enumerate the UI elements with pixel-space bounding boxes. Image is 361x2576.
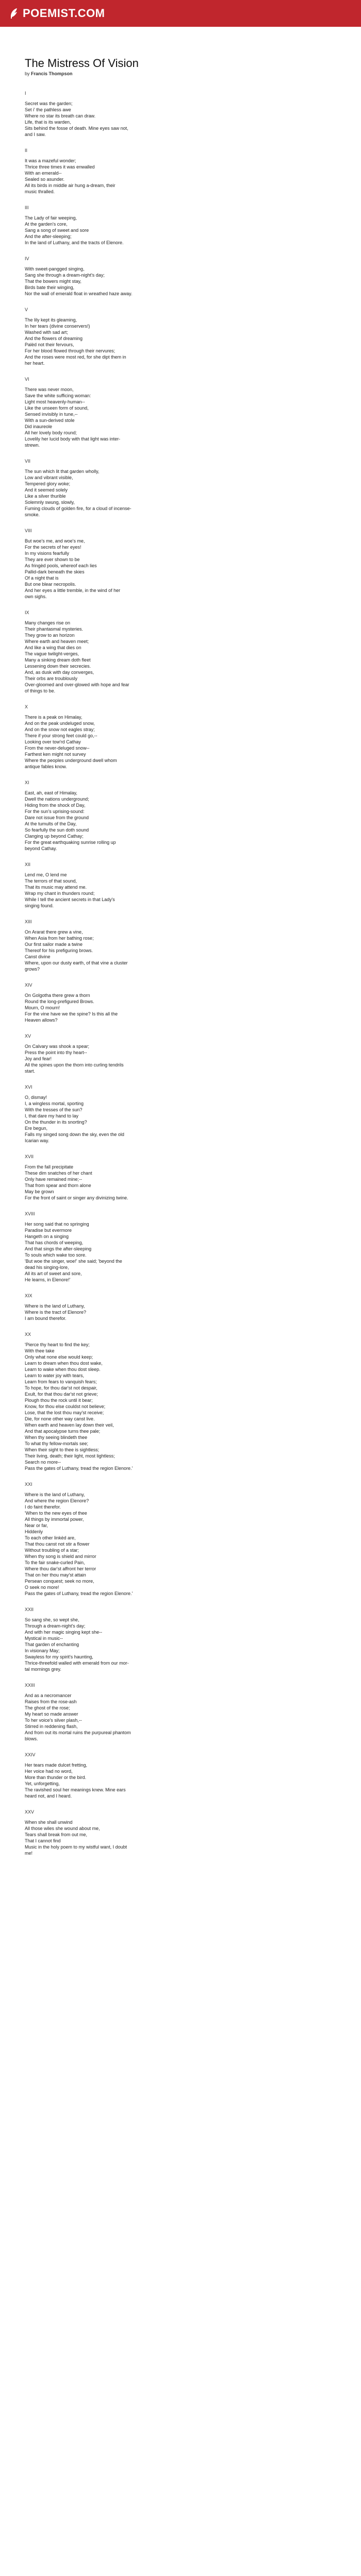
poem-line: Nor the wall of emerald float in wreathed haze away.: [25, 291, 133, 296]
poem-line: Lose, that the lost thou may'st receive;: [25, 1410, 104, 1415]
stanza: [25, 1762, 336, 1799]
poem-line: Dwell the nations underground;: [25, 796, 89, 802]
poem-line: From the never-deluged snow--: [25, 745, 90, 751]
poem-content: [0, 27, 361, 1856]
poem-line: They are ever shown to be: [25, 557, 80, 562]
section-number: XVI: [25, 1084, 32, 1090]
poem-line: Only have remained mine;--: [25, 1177, 83, 1182]
poem-line: Raises from the rose-ash: [25, 1699, 77, 1704]
poem-line: Our first sailor made a twine: [25, 942, 83, 947]
poem-line: Lend me, O lend me: [25, 872, 67, 877]
poem-line: Mourn, O mourn!: [25, 1005, 60, 1010]
section-number: IV: [25, 256, 29, 261]
stanza: [25, 1617, 336, 1672]
poem-line: Tempered glory woke;: [25, 481, 71, 486]
poem-line: Their orbs are troublously: [25, 676, 78, 681]
poem-line: Sang she through a dream-night's day;: [25, 273, 105, 278]
poem-line: To each other linkèd are,: [25, 1535, 76, 1540]
poem-line: Many changes rise on: [25, 620, 71, 625]
poem-line: That I cannot find: [25, 1838, 61, 1843]
stanza: [25, 1043, 336, 1074]
poem-line: Stirred in reddening flash,: [25, 1724, 78, 1729]
poem-line: Without troubling of a star;: [25, 1548, 79, 1553]
poem-line: Icarian way.: [25, 1138, 50, 1143]
poem-line: To what thy fellow-mortals see;: [25, 1441, 89, 1446]
stanza: [25, 266, 336, 297]
poem-line: When thy song is shield and mirror: [25, 1554, 96, 1559]
poem-line: Save the white sufficing woman:: [25, 393, 91, 398]
poem-line: Fuming clouds of golden fire, for a cloud of incense-: [25, 506, 132, 511]
poem-line: Search no more--: [25, 1460, 61, 1465]
logo-text: POEMIST.COM: [23, 7, 105, 20]
poem-line: Pallid-dark beneath the skies: [25, 569, 85, 574]
poem-line: Birds bate their winging,: [25, 285, 75, 290]
poem-line: Lessening down their secrecies.: [25, 664, 91, 669]
stanza: [25, 386, 336, 448]
poem-line: But one blear necropolis.: [25, 582, 76, 587]
poem-line: And with her magic singing kept she--: [25, 1630, 103, 1635]
poem-line: For the vine have we the spine? Is this all the: [25, 1011, 118, 1016]
poem-line: Swayless for my spirit's haunting,: [25, 1654, 93, 1659]
poem-line: For the front of saint or singer any divinizing twine.: [25, 1195, 128, 1200]
section-number: XXV: [25, 1809, 35, 1815]
section-number: XI: [25, 780, 29, 785]
poem-line: Their phantasmal mysteries.: [25, 626, 84, 632]
section-number: VIII: [25, 528, 32, 533]
poem-line: When she shall unwind: [25, 1820, 73, 1825]
stanza: [25, 1303, 336, 1321]
poem-line: On Golgotha there grew a thorn: [25, 993, 90, 998]
poem-line: That on her thou may'st attain: [25, 1572, 86, 1578]
poem-line: Where is the land of Luthany,: [25, 1303, 85, 1309]
poem-line: Washed with sad art;: [25, 330, 68, 335]
section-number: X: [25, 704, 28, 709]
section-number: VII: [25, 459, 31, 464]
stanza: [25, 714, 336, 770]
poem-line: Joy and fear!: [25, 1056, 52, 1061]
poem-line: Secret was the garden;: [25, 101, 73, 106]
poem-line: With an emerald--: [25, 171, 62, 176]
poem-line: dead his singing-lore,: [25, 1265, 69, 1270]
poem-line: Low and vibrant visible,: [25, 475, 73, 480]
poem-line: At the tumults of the Day,: [25, 821, 77, 826]
poem-line: And her eyes a little tremble, in the wind of her: [25, 588, 121, 593]
poem-line: Falls my singed song down the sky, even the old: [25, 1132, 124, 1137]
stanza: [25, 538, 336, 600]
poem-line: Learn to dream when thou dost wake,: [25, 1361, 103, 1366]
poem-line: I do faint therefor.: [25, 1504, 61, 1510]
poem-line: All the spines upon the thorn into curling tendrils: [25, 1062, 124, 1067]
poem-line: Of a night that is: [25, 575, 59, 581]
poem-line: Where, upon our dusty earth, of that vine a cluster: [25, 960, 128, 965]
poem-line: Canst divine: [25, 954, 51, 959]
stanza: [25, 1692, 336, 1742]
poem-body: [25, 91, 336, 1856]
poem-line: Hiding from the shock of Day,: [25, 803, 86, 808]
poem-line: There if your strong feet could go,--: [25, 733, 97, 738]
poem-line: Mystical in music--: [25, 1636, 63, 1641]
stanza: [25, 100, 336, 138]
poem-line: In her tears (divine conservers!): [25, 324, 90, 329]
poem-line: The sun which lit that garden wholly,: [25, 469, 100, 474]
poem-line: On the thunder in its snorting?: [25, 1120, 87, 1125]
poem-line: own sighs.: [25, 594, 47, 599]
poem-line: To her voice's silver plash,--: [25, 1718, 82, 1723]
poem-line: Solemnly swung, slowly,: [25, 500, 75, 505]
poem-line: O, dismay!: [25, 1095, 47, 1100]
poem-line: And from out its mortal ruins the purpureal phantom: [25, 1730, 131, 1735]
poem-line: O seek no more!: [25, 1585, 59, 1590]
poem-line: Her voice had no word,: [25, 1769, 73, 1774]
poem-line: He learns, in Elenore!': [25, 1277, 71, 1282]
poem-line: Did inaureole: [25, 424, 53, 429]
stanza: [25, 992, 336, 1023]
stanza: [25, 872, 336, 909]
poem-line: Sits behind the fosse of death. Mine eyes saw not,: [25, 126, 128, 131]
poem-line: 'Pierce thy heart to find the key;: [25, 1342, 90, 1347]
poem-line: That from spear and thorn alone: [25, 1183, 91, 1188]
section-number: III: [25, 205, 29, 210]
poem-line: To souls which wake too sore.: [25, 1252, 87, 1258]
section-number: VI: [25, 377, 29, 382]
poem-line: And it seemed solely: [25, 487, 68, 493]
poem-line: At the garden's core,: [25, 222, 68, 227]
poem-line: So fearfully the sun doth sound: [25, 827, 89, 833]
section-number: XIV: [25, 982, 32, 988]
stanza: [25, 1164, 336, 1201]
section-number: XXIV: [25, 1752, 36, 1757]
poem-line: May be grown: [25, 1189, 54, 1194]
stanza: [25, 468, 336, 518]
poem-line: singing found.: [25, 903, 54, 908]
poem-line: Wrap my chant in thunders round;: [25, 891, 95, 896]
poem-line: I, a wingless mortal, sporting: [25, 1101, 84, 1106]
poem-line: In my visions fearfully: [25, 551, 70, 556]
poem-line: As fringèd pools, whereof each lies: [25, 563, 97, 568]
poem-line: Round the long-prefigured Brows.: [25, 999, 94, 1004]
poem-line: And, as dusk with day converges,: [25, 670, 94, 675]
poem-line: The lily kept its gleaming,: [25, 317, 77, 323]
poem-title: The Mistress Of Vision: [25, 57, 139, 70]
poem-line: start.: [25, 1069, 36, 1074]
poem-line: Dare not issue from the ground: [25, 815, 89, 820]
poem-line: smoke.: [25, 512, 40, 517]
stanza: [25, 317, 336, 366]
poem-line: That garden of enchanting: [25, 1642, 79, 1647]
stanza: [25, 1094, 336, 1144]
section-number: XXII: [25, 1607, 34, 1612]
poem-line: And like a wing that dies on: [25, 645, 81, 650]
section-number: XVIII: [25, 1211, 35, 1216]
poem-line: Set i' the pathless awe: [25, 107, 71, 112]
poem-line: The Lady of fair weeping,: [25, 215, 77, 221]
stanza: [25, 1342, 336, 1471]
feather-icon: [9, 8, 19, 19]
poem-line: Die, for none other way canst live.: [25, 1416, 95, 1421]
poem-line: her heart.: [25, 361, 45, 366]
poem-line: It was a mazeful wonder;: [25, 158, 76, 163]
poem-line: Sealed so asunder.: [25, 177, 65, 182]
poem-line: When Asia from her bathing rose;: [25, 936, 94, 941]
poem-line: Palèd not their fervours,: [25, 342, 74, 347]
poem-line: Sensed invisibly in tune,--: [25, 412, 78, 417]
poem-line: That the bowers might stay,: [25, 279, 81, 284]
poem-line: of things to be.: [25, 688, 56, 693]
poem-line: Learn from fears to vanquish fears;: [25, 1379, 97, 1384]
poem-line: antique fables know.: [25, 764, 67, 769]
poem-line: They grow to an horizon: [25, 633, 75, 638]
poem-line: With a sun-derived stole: [25, 418, 75, 423]
poem-line: In the land of Luthany, and the tracts of Elenore.: [25, 240, 124, 245]
poem-line: Life, that is its warden,: [25, 120, 71, 125]
by-label: by: [25, 71, 30, 76]
poem-line: Where thou dar'st affront her terror: [25, 1566, 96, 1571]
poem-line: Light most heavenly-human--: [25, 399, 85, 404]
poem-line: Clanging up beyond Cathay;: [25, 834, 84, 839]
poem-line: And on the snow not eagles stray;: [25, 727, 95, 732]
poem-line: Her tears made dulcet fretting,: [25, 1762, 88, 1768]
poem-line: strewn.: [25, 443, 40, 448]
poem-line: Thrice three times it was enwalled: [25, 164, 95, 170]
poem-line: Where no star its breath can draw.: [25, 113, 96, 118]
byline: [25, 71, 336, 76]
poem-line: For her blood flowed through their nervures;: [25, 348, 116, 353]
poem-line: And as a necromancer: [25, 1693, 72, 1698]
poem-line: And that sings the after-sleeping: [25, 1246, 92, 1251]
poem-line: All her lovely body round;: [25, 430, 77, 435]
poem-line: Exult, for that thou dar'st not grieve;: [25, 1392, 98, 1397]
poem-line: Where the peoples underground dwell whom: [25, 758, 117, 763]
poem-line: me!: [25, 1851, 33, 1856]
poem-line: Lovelily her lucid body with that light was inter-: [25, 436, 121, 442]
poem-line: Press the point into thy heart--: [25, 1050, 87, 1055]
poem-line: With sweet-pangged singing,: [25, 266, 85, 272]
poem-line: Persean conquest; seek no more,: [25, 1579, 94, 1584]
poem-line: When their sight to thee is sightless;: [25, 1447, 100, 1452]
poem-line: For the secrets of her eyes!: [25, 545, 81, 550]
poem-line: tal mornings grey.: [25, 1667, 61, 1672]
poem-line: Where is the land of Luthany,: [25, 1492, 85, 1497]
poem-line: 'When to the new eyes of thee: [25, 1511, 87, 1516]
stanza: [25, 620, 336, 694]
poem-line: That thou canst not stir a flower: [25, 1541, 90, 1547]
poet-name[interactable]: Francis Thompson: [31, 71, 73, 76]
section-number: XII: [25, 862, 31, 867]
poem-line: From the fall precipitate: [25, 1164, 74, 1170]
poem-line: Learn to water joy with tears,: [25, 1373, 85, 1378]
poem-line: Near or far,: [25, 1523, 48, 1528]
stanza: [25, 1492, 336, 1597]
poem-line: Looking over tow'rd Cathay: [25, 739, 81, 744]
poem-line: That its music may attend me.: [25, 885, 87, 890]
poem-line: blows.: [25, 1736, 38, 1741]
poem-line: Like a silver thurible: [25, 494, 66, 499]
poem-line: For the great earthquaking sunrise rolling up: [25, 840, 116, 845]
poem-line: Farthest ken might not survey: [25, 752, 86, 757]
section-number: XXIII: [25, 1683, 35, 1688]
section-number: II: [25, 148, 28, 153]
poem-line: All things by immortal power,: [25, 1517, 84, 1522]
poem-line: I am bound therefor.: [25, 1316, 67, 1321]
section-number: XV: [25, 1033, 31, 1039]
poem-line: When thy seeing blindeth thee: [25, 1435, 88, 1440]
section-number: V: [25, 307, 28, 312]
poem-line: And the after-sleeping;: [25, 234, 72, 239]
poem-line: Sang a song of sweet and sore: [25, 228, 89, 233]
poem-line: East, ah, east of Himalay,: [25, 790, 77, 795]
poem-line: and I saw.: [25, 132, 46, 137]
poem-line: There was never moon,: [25, 387, 74, 392]
poem-line: Like the unseen form of sound,: [25, 405, 89, 411]
poem-line: For the sun's uprising-sound:: [25, 809, 85, 814]
stanza: [25, 790, 336, 852]
poem-line: In visionary May;: [25, 1648, 60, 1653]
poem-line: Pass the gates of Luthany, tread the region Elenore.': [25, 1466, 133, 1471]
poem-line: And the flowers of dreaming: [25, 336, 83, 341]
poem-line: There is a peak on Himalay,: [25, 715, 83, 720]
poem-line: And the roses were most red, for she dipt them in: [25, 354, 126, 360]
poem-line: Paradise but evermore: [25, 1228, 72, 1233]
poem-line: Thereof for his prefiguring brows.: [25, 948, 93, 953]
stanza: [25, 158, 336, 195]
poem-line: To hope, for thou dar'st not despair,: [25, 1385, 97, 1391]
poem-line: Many a sinking dream doth fleet: [25, 657, 91, 663]
poem-line: That has chords of weeping,: [25, 1240, 84, 1245]
poem-line: The ravished soul her meanings knew. Mine ears: [25, 1787, 126, 1792]
poem-line: With the tresses of the sun?: [25, 1107, 83, 1112]
poem-line: To the fair snake-curled Pain,: [25, 1560, 85, 1565]
section-number: IX: [25, 610, 29, 615]
poem-line: Hiddenly: [25, 1529, 43, 1534]
poem-line: On Calvary was shook a spear;: [25, 1044, 90, 1049]
poem-line: beyond Cathay.: [25, 846, 57, 851]
poem-line: And that apocalypse turns thee pale;: [25, 1429, 101, 1434]
poem-line: I, that dare my hand to lay: [25, 1113, 79, 1118]
poem-line: And on the peak undeluged snow,: [25, 721, 95, 726]
section-number: XIII: [25, 919, 32, 924]
site-header: [0, 0, 361, 27]
poem-line: Where is the tract of Elenore?: [25, 1310, 87, 1315]
poem-line: 'But woe the singer, woe!' she said; 'beyond the: [25, 1259, 122, 1264]
poem-line: More than thunder or the bird.: [25, 1775, 87, 1780]
poem-line: On Ararat there grew a vine,: [25, 929, 83, 935]
poem-line: Music in the holy poem to my wistful want, I doubt: [25, 1844, 127, 1850]
section-number: XXI: [25, 1482, 32, 1487]
section-number: XVII: [25, 1154, 34, 1159]
poem-line: Through a dream-night's day;: [25, 1623, 86, 1629]
poem-line: While I tell the ancient secrets in that Lady's: [25, 897, 115, 902]
poem-line: Pass the gates of Luthany, tread the region Elenore.': [25, 1591, 133, 1596]
poem-line: Yet, unforgetting,: [25, 1781, 60, 1786]
poem-line: The ghost of the rose;: [25, 1705, 70, 1710]
poem-line: Plough thou the rock until it bear;: [25, 1398, 93, 1403]
stanza: [25, 929, 336, 972]
poem-line: music thralled.: [25, 189, 55, 194]
poem-line: So sang she, so wept she,: [25, 1617, 79, 1622]
poem-line: My heart so made answer: [25, 1711, 78, 1717]
poem-line: Thrice-threefold walled with emerald from our mor-: [25, 1660, 129, 1666]
poem-line: Ere begun,: [25, 1126, 48, 1131]
poem-line: Learn to wake when thou dost sleep.: [25, 1367, 101, 1372]
poem-line: The vague twilight-verges,: [25, 651, 79, 656]
poem-line: heard not, and I heard.: [25, 1793, 72, 1799]
poem-line: But woe's me, and woe's me,: [25, 538, 85, 544]
section-number: XIX: [25, 1293, 32, 1298]
poem-line: With thee take: [25, 1348, 55, 1353]
poem-line: When earth and heaven lay down their veil,: [25, 1422, 114, 1428]
poem-line: Her song said that no springing: [25, 1222, 89, 1227]
stanza: [25, 1819, 336, 1856]
poem-line: All its birds in middle air hung a-dream, their: [25, 183, 116, 188]
poem-line: All those wiles she wound about me,: [25, 1826, 100, 1831]
poem-line: All its art of sweet and sore,: [25, 1271, 82, 1276]
poem-line: grows?: [25, 967, 40, 972]
stanza: [25, 1221, 336, 1283]
poem-line: Over-gloomed and over-glowed with hope and fear: [25, 682, 129, 687]
poem-line: Know, for thou else couldst not believe;: [25, 1404, 106, 1409]
poem-line: Tears shall break from out me,: [25, 1832, 88, 1837]
poem-line: Heaven allows?: [25, 1018, 58, 1023]
poem-line: These dim snatches of her chant: [25, 1171, 92, 1176]
poem-line: Hangeth on a singing: [25, 1234, 69, 1239]
poem-line: Where earth and heaven meet;: [25, 639, 89, 644]
section-number: XX: [25, 1332, 31, 1337]
poem-line: And where the region Elenore?: [25, 1498, 89, 1503]
poem-line: Only what none else would keep;: [25, 1354, 93, 1360]
stanza: [25, 215, 336, 246]
section-number: I: [25, 91, 26, 96]
site-logo[interactable]: [9, 7, 105, 20]
poem-line: The terrors of that sound,: [25, 878, 77, 884]
poem-line: Their living, death; their light, most lightless;: [25, 1453, 115, 1459]
